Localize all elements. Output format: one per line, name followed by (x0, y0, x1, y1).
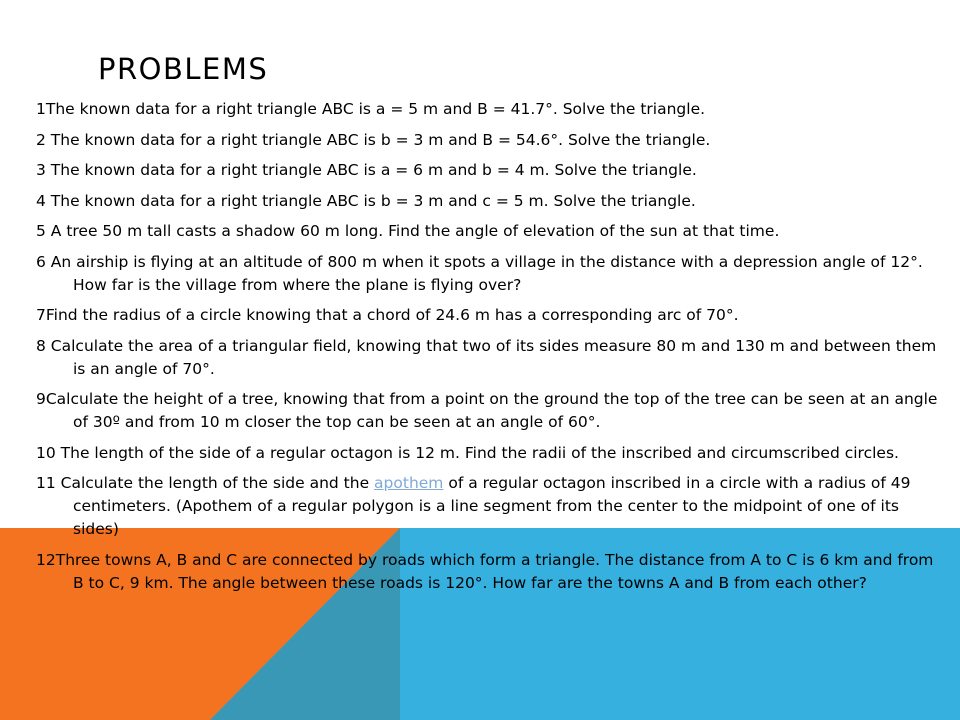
problem-11-text-after: of a regular octagon inscribed in a circle with a radius of 49 centimeters. (Apothem of a regular polygon is a line segment from the center to the midpoint of one of its sides) (73, 474, 911, 538)
problem-item-6: 6 An airship is flying at an altitude of 800 m when it spots a village in the distance with a depression angle of 12°. How far is the village from where the plane is flying over? (36, 252, 923, 294)
problem-item-3: 3 The known data for a right triangle ABC is a = 6 m and b = 4 m. Solve the triangle. (36, 161, 697, 179)
problem-item-1: 1The known data for a right triangle ABC is a = 5 m and B = 41.7°. Solve the triangle. (36, 100, 706, 118)
problem-item-2: 2 The known data for a right triangle ABC is b = 3 m and B = 54.6°. Solve the triangle. (36, 130, 711, 149)
problem-item-4: 4 The known data for a right triangle ABC is b = 3 m and c = 5 m. Solve the triangle. (36, 191, 696, 210)
problem-item-11 (36, 472, 942, 541)
problem-list (36, 98, 942, 602)
problem-item-12: 12Three towns A, B and C are connected by roads which form a triangle. The distance from A to C is 6 km and from B to C, 9 km. The angle between these roads is 120°. How far are the towns A and B from each other? (36, 550, 934, 592)
problem-item-5: 5 A tree 50 m tall casts a shadow 60 m long. Find the angle of elevation of the sun at that time. (36, 222, 780, 240)
apothem-link[interactable]: apothem (374, 474, 444, 492)
slide-title: PROBLEMS (98, 52, 269, 86)
problem-item-9: 9Calculate the height of a tree, knowing that from a point on the ground the top of the tree can be seen at an angle of 30º and from 10 m closer the top can be seen at an angle of 60°. (36, 390, 938, 431)
problem-11-text-before: 11 Calculate the length of the side and the (36, 474, 375, 492)
problem-item-10: 10 The length of the side of a regular octagon is 12 m. Find the radii of the inscribed and circumscribed circles. (36, 443, 899, 462)
problem-item-8: 8 Calculate the area of a triangular field, knowing that two of its sides measure 80 m and 130 m and between them is an angle of 70°. (36, 336, 937, 378)
problem-item-7: 7Find the radius of a circle knowing that a chord of 24.6 m has a corresponding arc of 70°. (36, 306, 739, 324)
